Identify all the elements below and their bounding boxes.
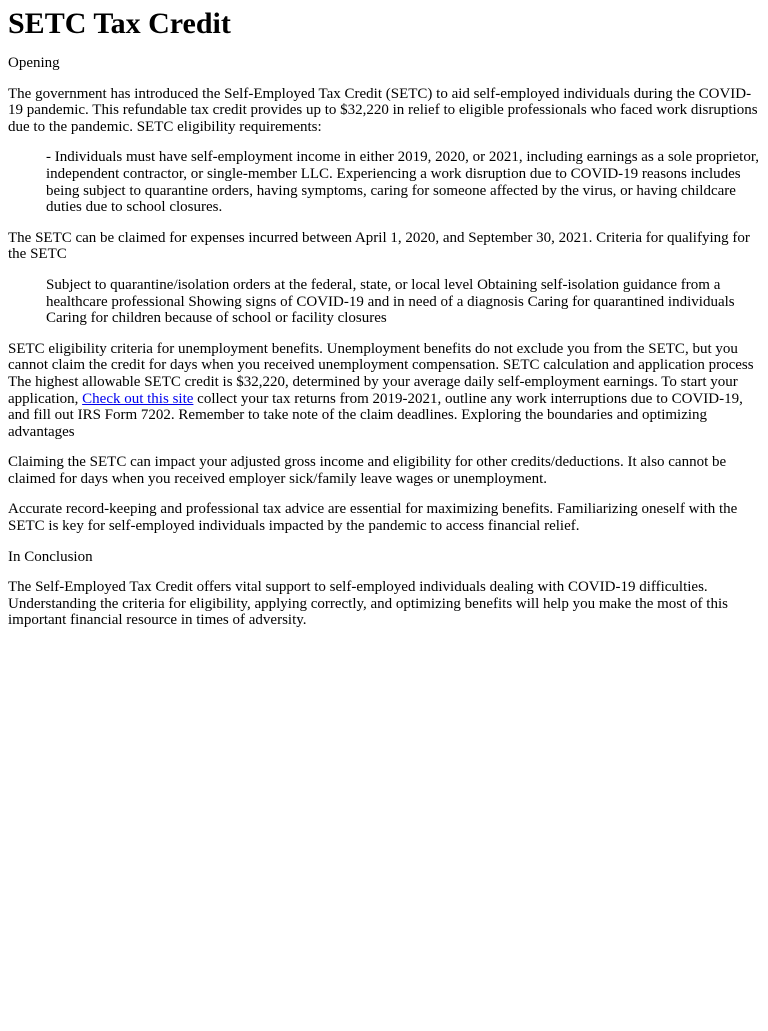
- eligibility-text-before-link: SETC eligibility criteria for unemployment benefits. Unemployment benefits do not exclude you from the SETC, but you cannot claim the credit for days when you received unemployment compensation. SETC calculation and application process The highest allowable SETC credit is $32,220, determined by your average daily self-employment earnings. To start your application,: [8, 340, 754, 407]
- requirements-text: - Individuals must have self-employment income in either 2019, 2020, or 2021, including earnings as a sole proprietor, independent contractor, or single-member LLC. Experiencing a work disruption due to COVID-19 reasons includes being subject to quarantine orders, having symptoms, caring for someone affected by the virus, or having childcare duties due to school closures.: [46, 149, 759, 216]
- eligibility-text-after-link: collect your tax returns from 2019-2021, outline any work interruptions due to COVID-19, and fill out IRS Form 7202. Remember to take note of the claim deadlines. Exploring the boundaries and optimizing advantages: [8, 390, 743, 440]
- article: [0, 7, 768, 629]
- section-heading-conclusion: In Conclusion: [8, 548, 93, 565]
- requirements-blockquote: [46, 149, 760, 215]
- check-site-link[interactable]: Check out this site: [82, 390, 194, 407]
- section-heading-opening: Opening: [8, 55, 60, 71]
- conclusion-paragraph: The Self-Employed Tax Credit offers vital support to self-employed individuals dealing with COVID-19 difficulties. Understanding the criteria for eligibility, applying correctly, and optimizing benefits will help you make the most of this important financial resource in times of adversity.: [8, 579, 728, 629]
- criteria-text: Subject to quarantine/isolation orders at the federal, state, or local level Obtaining self-isolation guidance from a healthcare professional Showing signs of COVID-19 and in need of a diagnosis Caring for quarantined individuals Caring for children because of school or facility closures: [46, 276, 735, 327]
- criteria-blockquote: [46, 277, 760, 327]
- claim-period-paragraph: The SETC can be claimed for expenses incurred between April 1, 2020, and September 30, 2021. Criteria for qualifying for the SETC: [8, 229, 750, 263]
- page-title: SETC Tax Credit: [8, 7, 231, 40]
- eligibility-paragraph: [8, 341, 760, 441]
- agi-paragraph: Claiming the SETC can impact your adjusted gross income and eligibility for other credits/deductions. It also cannot be claimed for days when you received employer sick/family leave wages or unemployment.: [8, 454, 727, 487]
- intro-paragraph: The government has introduced the Self-Employed Tax Credit (SETC) to aid self-employed individuals during the COVID-19 pandemic. This refundable tax credit provides up to $32,220 in relief to eligible professionals who faced work disruptions due to the pandemic. SETC eligibility requirements:: [8, 85, 758, 135]
- record-keeping-paragraph: Accurate record-keeping and professional tax advice are essential for maximizing benefits. Familiarizing oneself with the SETC is key for self-employed individuals impacted by the pandemic to access financial relief.: [8, 501, 738, 535]
